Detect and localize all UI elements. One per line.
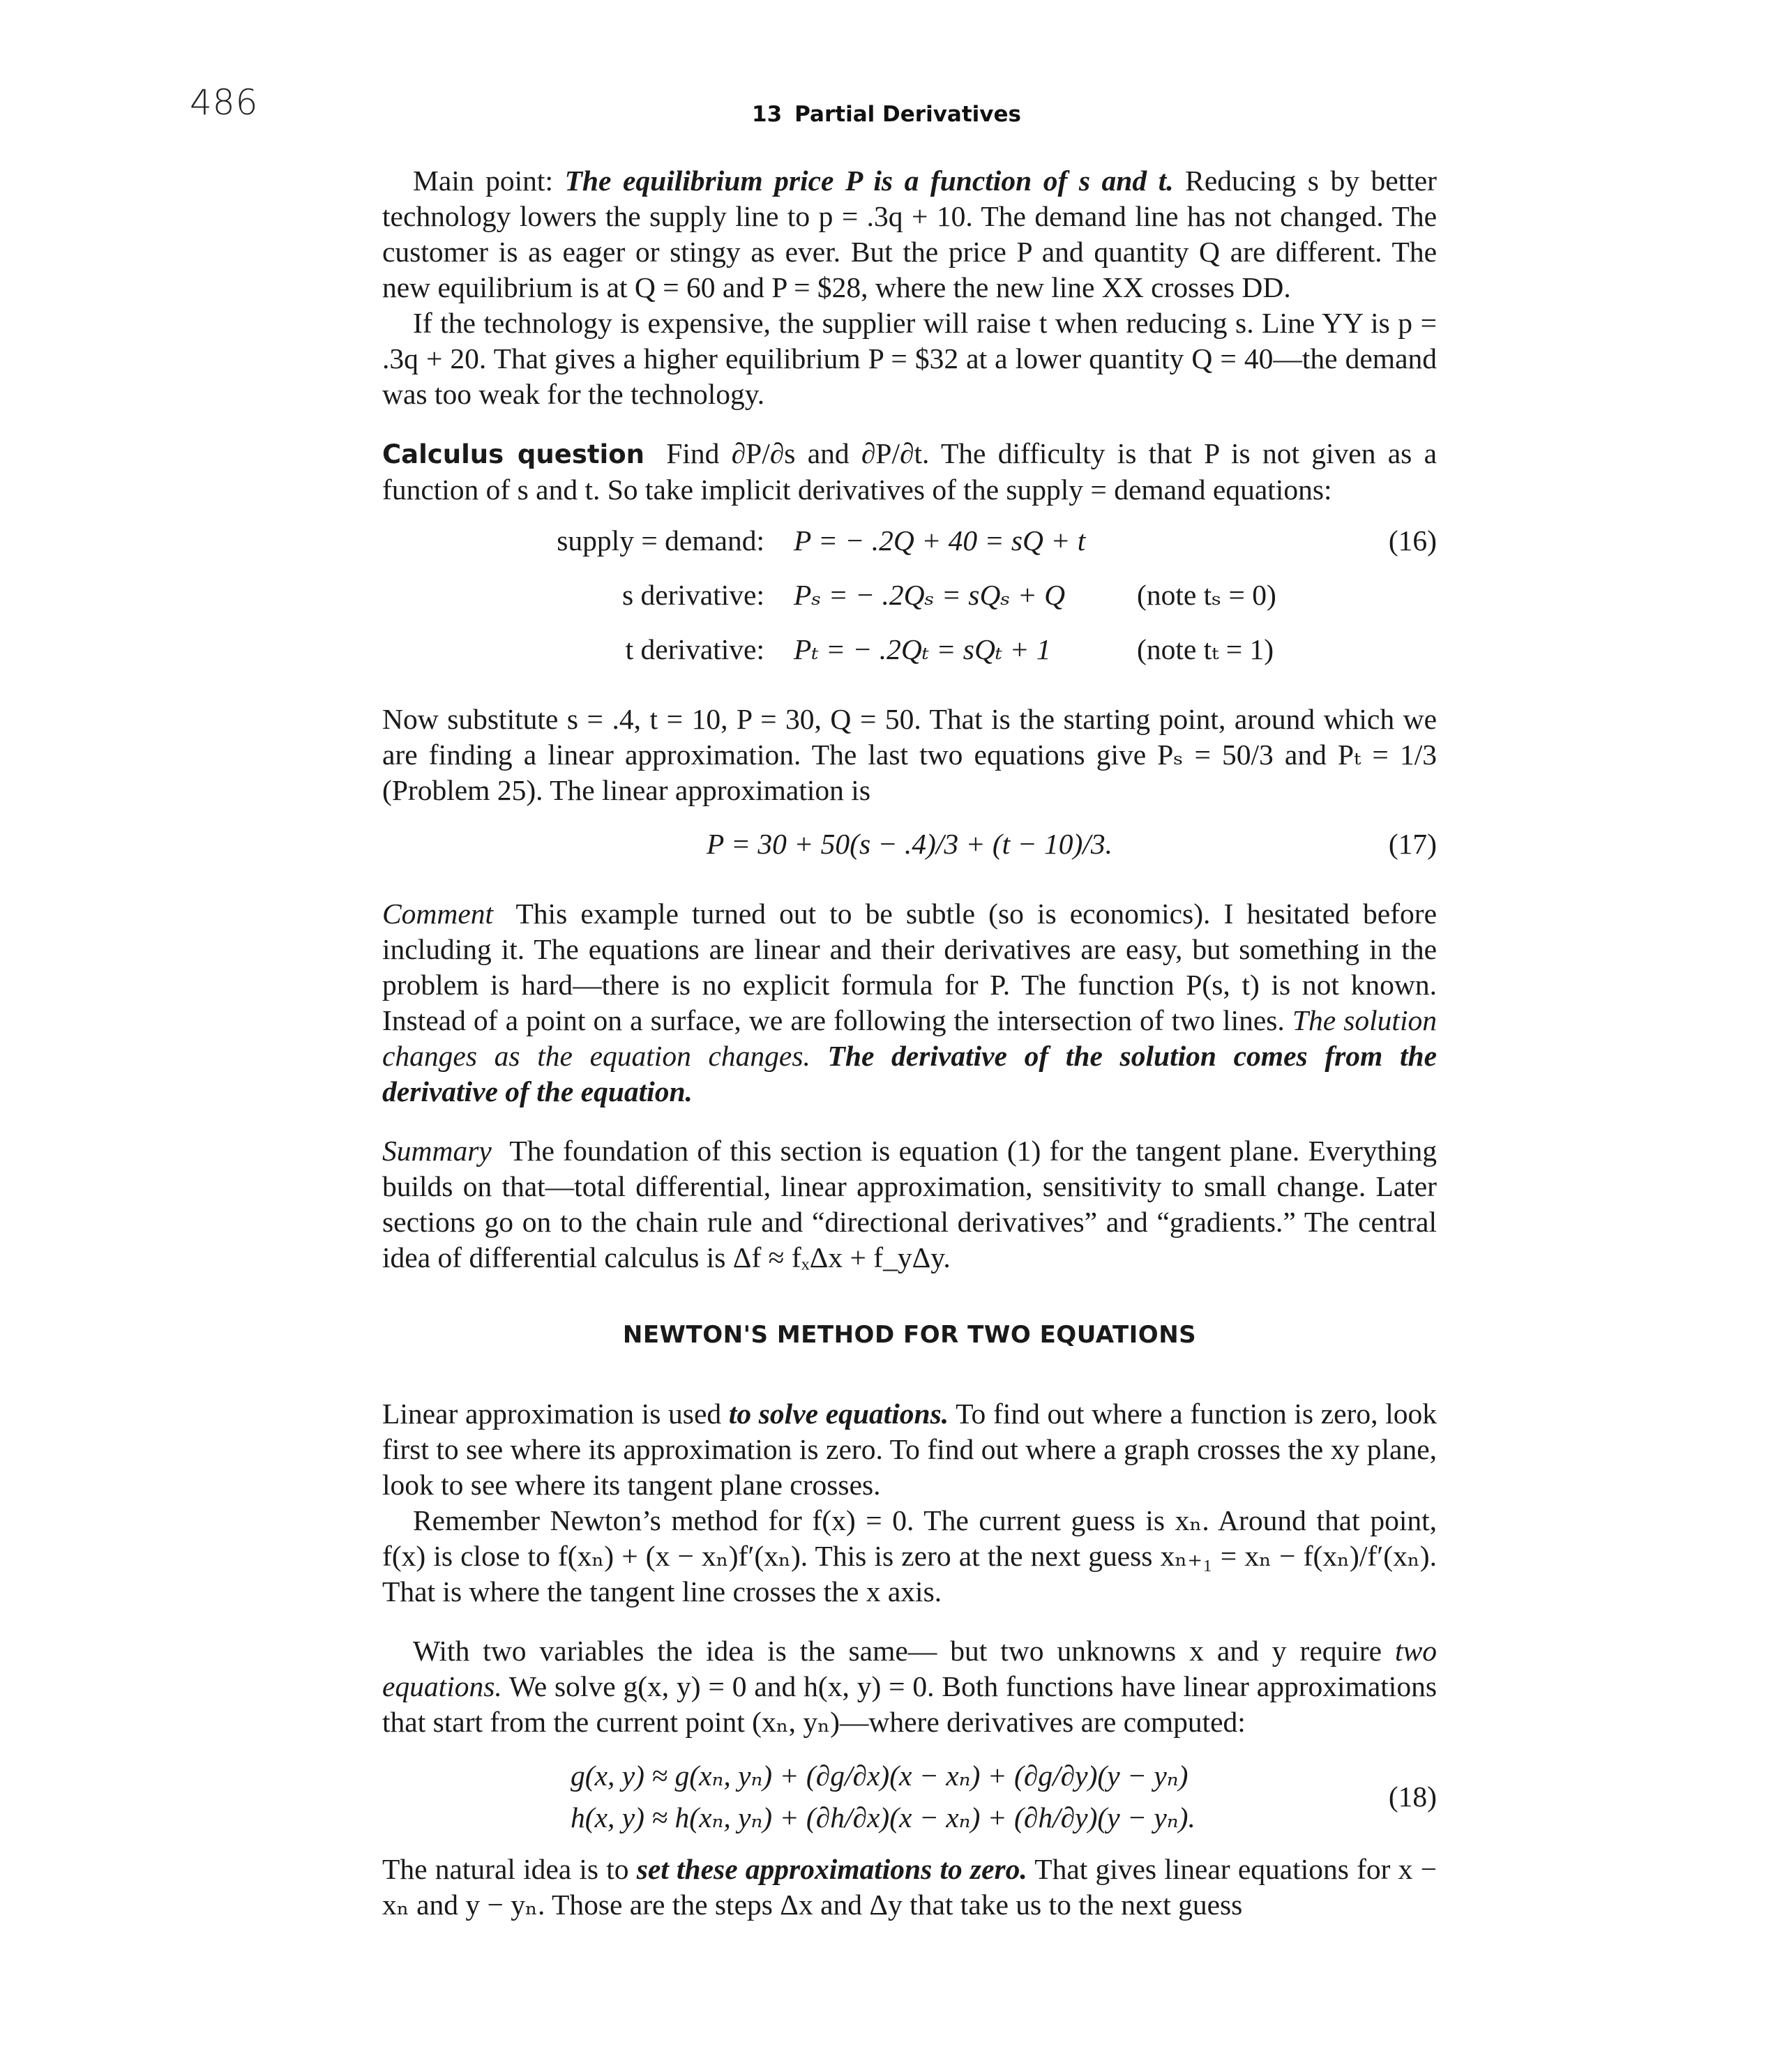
two-variables-italic: two equations. bbox=[382, 1635, 1438, 1702]
equation-row-expression: P = − .2Q + 40 = sQ + t bbox=[794, 524, 1086, 557]
equation-row-note: (note tₜ = 1) bbox=[1137, 633, 1274, 665]
main-point-lead: Main point: bbox=[413, 165, 553, 197]
equation-18-line-2: h(x, y) ≈ h(xₙ, yₙ) + (∂h/∂x)(x − xₙ) + (∂h/∂y)(y − yₙ). bbox=[571, 1801, 1195, 1833]
comment-text: This example turned out to be subtle (so is economics). I hesitated before including it. The equations are linear and their derivatives are easy, but something in the problem is hard—there is no explicit formula for P. The function P(s, t) is not known. Instead of a point on a surface, we are following the intersection of two lines. bbox=[382, 898, 1437, 1036]
chapter-title: Partial Derivatives bbox=[794, 102, 1021, 127]
equation-row bbox=[382, 577, 1437, 632]
equation-number: (17) bbox=[1388, 828, 1437, 860]
linear-approx-emphasis: to solve equations. bbox=[728, 1398, 949, 1430]
main-point-emphasis: The equilibrium price P is a function of s and t. bbox=[564, 165, 1174, 197]
equation-18 bbox=[382, 1758, 1437, 1836]
equation-row-note: (note tₛ = 0) bbox=[1137, 579, 1276, 611]
equation-17-expression: P = 30 + 50(s − .4)/3 + (t − 10)/3. bbox=[707, 828, 1112, 860]
paragraph-substitute: Now substitute s = .4, t = 10, P = 30, Q = 50. That is the starting point, around which we are finding a linear approximation. The last two equations give Pₛ = 50/3 and Pₜ = 1/3 (Problem 25). The linear approximation is bbox=[382, 703, 1437, 806]
linear-approx-text-before: Linear approximation is used bbox=[382, 1398, 722, 1430]
paragraph-main-point bbox=[382, 163, 1437, 305]
chapter-number: 13 bbox=[752, 102, 783, 127]
two-variables-text-before: With two variables the idea is the same— but two unknowns x and y require bbox=[413, 1635, 1382, 1667]
equation-row-left: t derivative: bbox=[625, 633, 764, 665]
equation-16 bbox=[382, 523, 1437, 686]
equation-17 bbox=[382, 826, 1437, 881]
running-head bbox=[0, 102, 1773, 127]
equation-number: (18) bbox=[1388, 1780, 1437, 1813]
comment-italic: The solution changes as the equation changes. bbox=[382, 1004, 1437, 1072]
page-number: 486 bbox=[190, 82, 259, 123]
paragraph-calculus-question bbox=[382, 436, 1437, 508]
main-point-text: Reducing s by better technology lowers the supply line to p = .3q + 10. The demand line has not changed. The customer is as eager or stingy as ever. But the price P and quantity Q are different. The new equilibrium is at Q = 60 and P = $28, where the new line XX crosses DD. bbox=[382, 165, 1438, 303]
equation-row-left: supply = demand: bbox=[557, 524, 764, 557]
natural-idea-text-before: The natural idea is to bbox=[382, 1853, 629, 1885]
comment-emphasis: The derivative of the solution comes from the derivative of the equation. bbox=[382, 1040, 1438, 1107]
paragraph-natural-idea bbox=[382, 1852, 1437, 1923]
equation-18-line-1: g(x, y) ≈ g(xₙ, yₙ) + (∂g/∂x)(x − xₙ) + (∂g/∂y)(y − yₙ) bbox=[571, 1760, 1189, 1792]
calculus-question-lead: Calculus question bbox=[382, 439, 644, 469]
calculus-question-text: Find ∂P/∂s and ∂P/∂t. The difficulty is that P is not given as a function of s and t. So take implicit derivatives of the supply = demand equations: bbox=[382, 437, 1437, 506]
paragraph-summary bbox=[382, 1133, 1437, 1276]
two-variables-text-after: We solve g(x, y) = 0 and h(x, y) = 0. Both functions have linear approximations that start from the current point (xₙ, yₙ)—where derivatives are computed: bbox=[382, 1670, 1437, 1738]
page-body bbox=[382, 163, 1437, 1923]
paragraph-comment bbox=[382, 896, 1437, 1110]
equation-row bbox=[382, 523, 1437, 577]
equation-number: (16) bbox=[1388, 524, 1437, 557]
paragraph-newtons-method: Remember Newton’s method for f(x) = 0. The current guess is xₙ. Around that point, f(x) is close to f(xₙ) + (x − xₙ)f′(xₙ). This is zero at the next guess xₙ₊₁ = xₙ − f(xₙ)/f′(xₙ). That is where the tangent line crosses the x axis. bbox=[382, 1504, 1437, 1608]
comment-lead: Comment bbox=[382, 898, 494, 930]
equation-row-expression: Pₜ = − .2Qₜ = sQₜ + 1 bbox=[794, 633, 1051, 665]
summary-text: The foundation of this section is equation (1) for the tangent plane. Everything builds on that—total differential, linear approximation, sensitivity to small change. Later sections go on to the chain rule and “directional derivatives” and “gradients.” The central idea of differential calculus is Δf ≈ fₓΔx + f_yΔy. bbox=[382, 1135, 1437, 1273]
linear-approx-text-after: To find out where a function is zero, look first to see where its approximation is zero. To find out where a graph crosses the xy plane, look to see where its tangent plane crosses. bbox=[382, 1398, 1437, 1501]
paragraph-linear-approximation bbox=[382, 1396, 1437, 1503]
summary-lead: Summary bbox=[382, 1135, 492, 1167]
paragraph-expensive-technology: If the technology is expensive, the supplier will raise t when reducing s. Line YY is p = .3q + 20. That gives a higher equilibrium P = $32 at a lower quantity Q = 40—the demand was too weak for the technology. bbox=[382, 307, 1437, 410]
section-heading: NEWTON'S METHOD FOR TWO EQUATIONS bbox=[622, 1321, 1197, 1349]
equation-row-expression: Pₛ = − .2Qₛ = sQₛ + Q bbox=[794, 579, 1066, 611]
equation-row bbox=[382, 632, 1437, 686]
paragraph-two-variables bbox=[382, 1633, 1437, 1740]
natural-idea-text-after: That gives linear equations for x − xₙ and y − yₙ. Those are the steps Δx and Δy that take us to the next guess bbox=[382, 1853, 1438, 1921]
natural-idea-emphasis: set these approximations to zero. bbox=[636, 1853, 1027, 1885]
equation-row-left: s derivative: bbox=[622, 579, 764, 611]
